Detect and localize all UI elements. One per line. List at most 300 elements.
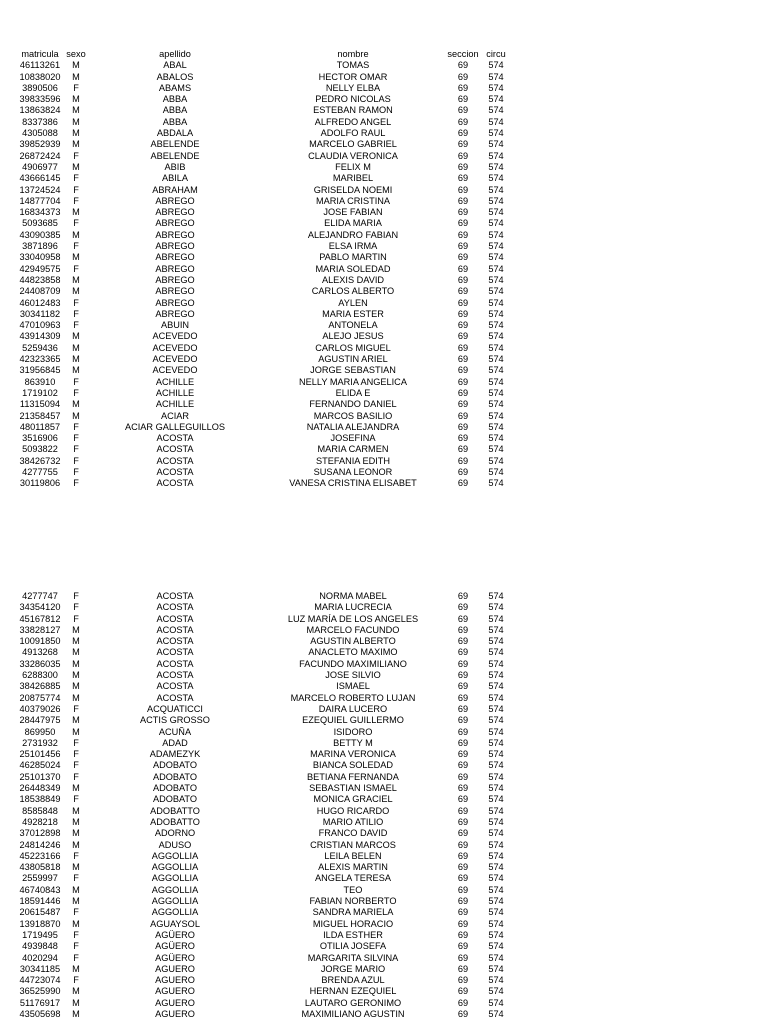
cell-nombre: ILDA ESTHER [323,929,383,940]
cell-circu: 574 [488,805,504,816]
cell-matricula: 25101370 [19,771,61,782]
cell-circu: 574 [488,241,504,252]
table-row [0,964,768,975]
cell-matricula: 44723074 [19,975,61,986]
table-row [0,760,768,771]
cell-circu: 574 [488,624,504,635]
cell-seccion: 69 [457,816,469,827]
table-row [0,422,768,433]
table-row [0,196,768,207]
table-row [0,173,768,184]
table-row [0,456,768,467]
cell-matricula: 10838020 [19,71,61,82]
cell-sexo: M [72,839,80,850]
cell-sexo: M [72,331,80,342]
cell-nombre: AYLEN [338,297,368,308]
table-row [0,218,768,229]
cell-seccion: 69 [457,150,469,161]
cell-nombre: CARLOS ALBERTO [311,286,395,297]
cell-matricula: 2559997 [22,873,58,884]
cell-nombre: MARCELO FACUNDO [306,624,400,635]
table-row [0,625,768,636]
table-row [0,738,768,749]
cell-matricula: 8337386 [22,116,58,127]
table-row [0,647,768,658]
cell-nombre: MARIA SOLEDAD [315,263,391,274]
cell-sexo: F [73,602,79,613]
cell-nombre: JOSE FABIAN [323,207,383,218]
cell-apellido: ABREGO [155,308,195,319]
header-sexo: sexo [66,49,86,59]
cell-sexo: M [72,624,80,635]
table-row [0,365,768,376]
cell-sexo: F [73,760,79,771]
table-row [0,930,768,941]
cell-sexo: F [73,297,79,308]
cell-sexo: M [72,71,80,82]
cell-matricula: 44823858 [19,274,61,285]
cell-apellido: ABUIN [160,320,190,331]
table-row [0,919,768,930]
cell-seccion: 69 [457,274,469,285]
cell-nombre: ELIDA E [335,387,371,398]
cell-matricula: 4939848 [22,941,58,952]
cell-sexo: M [72,342,80,353]
cell-matricula: 46740843 [19,884,61,895]
cell-seccion: 69 [457,218,469,229]
cell-matricula: 16834373 [19,207,61,218]
cell-matricula: 36525990 [19,986,61,997]
cell-sexo: F [73,320,79,331]
cell-apellido: ACIAR [160,410,190,421]
cell-sexo: M [72,997,80,1008]
cell-sexo: M [72,116,80,127]
cell-seccion: 69 [457,726,469,737]
cell-circu: 574 [488,975,504,986]
cell-matricula: 5093822 [22,444,58,455]
header-nombre: nombre [337,49,369,59]
cell-matricula: 38426732 [19,455,61,466]
cell-matricula: 48011857 [19,421,61,432]
cell-nombre: ANACLETO MAXIMO [308,647,398,658]
cell-circu: 574 [488,884,504,895]
cell-sexo: F [73,771,79,782]
table-row [0,1009,768,1020]
header-seccion: seccion [447,49,479,59]
table-row [0,60,768,71]
cell-seccion: 69 [457,670,469,681]
cell-nombre: FELIX M [335,161,371,172]
cell-apellido: ACEVEDO [152,365,198,376]
cell-nombre: NELLY ELBA [325,82,381,93]
cell-matricula: 11315094 [19,399,61,410]
cell-seccion: 69 [457,929,469,940]
cell-matricula: 24408709 [19,286,61,297]
cell-nombre: ANGELA TERESA [315,873,391,884]
cell-matricula: 10091850 [19,636,61,647]
cell-circu: 574 [488,444,504,455]
cell-sexo: F [73,218,79,229]
cell-nombre: ELSA IRMA [328,241,378,252]
cell-seccion: 69 [457,116,469,127]
table-row [0,885,768,896]
cell-sexo: M [72,128,80,139]
cell-nombre: TEO [343,884,363,895]
cell-apellido: ACOSTA [156,658,194,669]
cell-nombre: MARIA CRISTINA [315,195,391,206]
table-row [0,207,768,218]
cell-apellido: AGGOLLIA [151,862,199,873]
cell-circu: 574 [488,636,504,647]
cell-nombre: MAXIMILIANO AGUSTIN [301,1008,405,1019]
cell-nombre: MARCELO ROBERTO LUJAN [290,692,416,703]
cell-nombre: ALEJO JESUS [322,331,384,342]
cell-matricula: 39852939 [19,139,61,150]
cell-apellido: AGUERO [155,975,195,986]
cell-seccion: 69 [457,241,469,252]
cell-sexo: M [72,715,80,726]
table-row [0,602,768,613]
table-row [0,94,768,105]
cell-nombre: FABIAN NORBERTO [309,896,397,907]
cell-nombre: MARCOS BASILIO [313,410,393,421]
cell-circu: 574 [488,647,504,658]
cell-apellido: ABREGO [155,195,195,206]
cell-matricula: 43505698 [19,1008,61,1019]
table-row [0,399,768,410]
cell-apellido: AGUERO [155,963,195,974]
cell-apellido: ADOBATTO [150,816,200,827]
cell-sexo: F [73,308,79,319]
cell-matricula: 30119806 [19,478,61,489]
cell-apellido: ACOSTA [156,613,194,624]
cell-apellido: AGGOLLIA [151,884,199,895]
cell-matricula: 33828127 [19,624,61,635]
cell-seccion: 69 [457,749,469,760]
cell-seccion: 69 [457,986,469,997]
table-body [0,591,768,1020]
cell-seccion: 69 [457,997,469,1008]
header-row [0,49,768,60]
cell-circu: 574 [488,455,504,466]
table-row [0,591,768,602]
table-row [0,72,768,83]
cell-seccion: 69 [457,862,469,873]
cell-nombre: ALFREDO ANGEL [314,116,392,127]
cell-sexo: M [72,647,80,658]
cell-seccion: 69 [457,71,469,82]
cell-seccion: 69 [457,703,469,714]
table-row [0,151,768,162]
cell-sexo: F [73,907,79,918]
cell-seccion: 69 [457,647,469,658]
cell-apellido: ACHILLE [155,376,195,387]
cell-sexo: F [73,195,79,206]
cell-nombre: HERNAN EZEQUIEL [309,986,397,997]
cell-apellido: ACHILLE [155,399,195,410]
cell-seccion: 69 [457,884,469,895]
cell-circu: 574 [488,816,504,827]
cell-matricula: 43914309 [19,331,61,342]
cell-nombre: SEBASTIAN ISMAEL [309,783,397,794]
cell-sexo: M [72,1008,80,1019]
table-row [0,975,768,986]
cell-seccion: 69 [457,591,469,601]
cell-apellido: ACOSTA [156,692,194,703]
table-row [0,998,768,1009]
cell-seccion: 69 [457,839,469,850]
cell-nombre: FACUNDO MAXIMILIANO [299,658,407,669]
cell-seccion: 69 [457,941,469,952]
cell-circu: 574 [488,116,504,127]
cell-apellido: ACUÑA [158,726,192,737]
cell-sexo: M [72,354,80,365]
table-row [0,681,768,692]
cell-matricula: 18591446 [19,896,61,907]
cell-sexo: M [72,252,80,263]
cell-circu: 574 [488,207,504,218]
cell-seccion: 69 [457,195,469,206]
cell-circu: 574 [488,376,504,387]
cell-matricula: 38426885 [19,681,61,692]
cell-sexo: M [72,726,80,737]
cell-sexo: F [73,929,79,940]
cell-circu: 574 [488,173,504,184]
cell-apellido: ACEVEDO [152,331,198,342]
cell-matricula: 47010963 [19,320,61,331]
cell-apellido: AGÜERO [155,952,195,963]
cell-apellido: ACOSTA [156,455,194,466]
cell-sexo: F [73,613,79,624]
header-matricula: matricula [21,49,59,59]
cell-apellido: ABREGO [155,286,195,297]
cell-matricula: 13863824 [19,105,61,116]
cell-seccion: 69 [457,184,469,195]
cell-apellido: ABBA [162,94,188,105]
cell-matricula: 13724524 [19,184,61,195]
cell-circu: 574 [488,737,504,748]
cell-sexo: M [72,816,80,827]
cell-circu: 574 [488,478,504,489]
cell-matricula: 18538849 [19,794,61,805]
cell-sexo: M [72,681,80,692]
cell-nombre: BETTY M [333,737,373,748]
cell-circu: 574 [488,252,504,263]
cell-circu: 574 [488,82,504,93]
table-row [0,331,768,342]
table-row [0,388,768,399]
cell-nombre: ADOLFO RAUL [320,128,386,139]
cell-nombre: ANTONELA [328,320,378,331]
cell-matricula: 31956845 [19,365,61,376]
table-row [0,828,768,839]
cell-matricula: 43090385 [19,229,61,240]
table-row [0,444,768,455]
table-row [0,320,768,331]
cell-nombre: ISMAEL [336,681,370,692]
cell-circu: 574 [488,229,504,240]
table-row [0,275,768,286]
cell-apellido: ABREGO [155,241,195,252]
cell-circu: 574 [488,320,504,331]
cell-apellido: ACOSTA [156,636,194,647]
cell-circu: 574 [488,726,504,737]
cell-sexo: F [73,444,79,455]
cell-matricula: 37012898 [19,828,61,839]
cell-sexo: M [72,896,80,907]
cell-sexo: M [72,286,80,297]
cell-nombre: JOSE SILVIO [325,670,381,681]
cell-nombre: ALEXIS MARTIN [318,862,388,873]
cell-circu: 574 [488,354,504,365]
cell-sexo: M [72,862,80,873]
cell-circu: 574 [488,128,504,139]
cell-seccion: 69 [457,139,469,150]
cell-seccion: 69 [457,896,469,907]
cell-circu: 574 [488,997,504,1008]
cell-seccion: 69 [457,297,469,308]
cell-matricula: 34354120 [19,602,61,613]
cell-matricula: 4277747 [22,591,58,601]
cell-apellido: ACOSTA [156,670,194,681]
cell-circu: 574 [488,862,504,873]
cell-circu: 574 [488,218,504,229]
table-row [0,433,768,444]
cell-matricula: 51176917 [19,997,61,1008]
cell-nombre: EZEQUIEL GUILLERMO [302,715,404,726]
cell-nombre: AGUSTIN ARIEL [318,354,388,365]
cell-matricula: 6288300 [22,670,58,681]
cell-nombre: MIGUEL HORACIO [312,918,394,929]
cell-apellido: ACOSTA [156,591,194,601]
cell-sexo: M [72,161,80,172]
cell-nombre: STEFANIA EDITH [315,455,391,466]
table-row [0,264,768,275]
cell-seccion: 69 [457,207,469,218]
cell-matricula: 3516906 [22,433,58,444]
table-row [0,636,768,647]
cell-circu: 574 [488,591,504,601]
cell-sexo: F [73,749,79,760]
table-row [0,851,768,862]
cell-circu: 574 [488,873,504,884]
cell-sexo: M [72,60,80,71]
cell-circu: 574 [488,918,504,929]
cell-sexo: F [73,241,79,252]
cell-apellido: AGÜERO [155,929,195,940]
table-row [0,862,768,873]
cell-circu: 574 [488,433,504,444]
cell-apellido: ABAL [163,60,187,71]
cell-seccion: 69 [457,692,469,703]
cell-circu: 574 [488,263,504,274]
cell-matricula: 28447975 [19,715,61,726]
cell-matricula: 4277755 [22,466,58,477]
cell-matricula: 2731932 [22,737,58,748]
cell-circu: 574 [488,161,504,172]
cell-sexo: F [73,82,79,93]
cell-seccion: 69 [457,320,469,331]
cell-seccion: 69 [457,161,469,172]
cell-seccion: 69 [457,918,469,929]
table-row [0,806,768,817]
cell-apellido: ABBA [162,116,188,127]
cell-matricula: 26872424 [19,150,61,161]
cell-sexo: F [73,703,79,714]
cell-circu: 574 [488,658,504,669]
cell-nombre: GRISELDA NOEMI [313,184,393,195]
cell-nombre: NORMA MABEL [319,591,387,601]
cell-seccion: 69 [457,82,469,93]
cell-seccion: 69 [457,455,469,466]
cell-sexo: M [72,884,80,895]
table-row [0,467,768,478]
cell-nombre: HECTOR OMAR [318,71,388,82]
cell-matricula: 25101456 [19,749,61,760]
cell-matricula: 3871896 [22,241,58,252]
cell-apellido: ABREGO [155,218,195,229]
cell-sexo: M [72,94,80,105]
table-row [0,941,768,952]
cell-seccion: 69 [457,433,469,444]
cell-seccion: 69 [457,613,469,624]
cell-sexo: F [73,952,79,963]
table-row [0,907,768,918]
cell-seccion: 69 [457,399,469,410]
cell-sexo: F [73,173,79,184]
cell-circu: 574 [488,71,504,82]
cell-nombre: CLAUDIA VERONICA [308,150,398,161]
table-row [0,817,768,828]
cell-matricula: 24814246 [19,839,61,850]
cell-sexo: M [72,207,80,218]
cell-apellido: ACEVEDO [152,354,198,365]
cell-apellido: ABIB [164,161,186,172]
cell-matricula: 46285024 [19,760,61,771]
cell-seccion: 69 [457,331,469,342]
table-row [0,230,768,241]
cell-matricula: 3890506 [22,82,58,93]
cell-apellido: ABREGO [155,207,195,218]
cell-apellido: ADOBATO [152,760,198,771]
cell-apellido: ABREGO [155,252,195,263]
cell-seccion: 69 [457,105,469,116]
cell-nombre: SANDRA MARIELA [312,907,394,918]
cell-circu: 574 [488,670,504,681]
cell-nombre: BRENDA AZUL [321,975,385,986]
cell-matricula: 8585848 [22,805,58,816]
cell-apellido: ABILA [161,173,189,184]
cell-circu: 574 [488,963,504,974]
header-apellido: apellido [159,49,191,59]
cell-matricula: 863910 [24,376,56,387]
table-row [0,83,768,94]
cell-nombre: SUSANA LEONOR [313,466,393,477]
table-row [0,117,768,128]
table-row [0,162,768,173]
cell-nombre: ELIDA MARIA [324,218,382,229]
table-row [0,873,768,884]
cell-circu: 574 [488,839,504,850]
cell-seccion: 69 [457,952,469,963]
cell-seccion: 69 [457,229,469,240]
cell-circu: 574 [488,308,504,319]
cell-nombre: MARIO ATILIO [322,816,384,827]
cell-seccion: 69 [457,365,469,376]
table-row [0,614,768,625]
table-row [0,794,768,805]
cell-matricula: 45223166 [19,850,61,861]
